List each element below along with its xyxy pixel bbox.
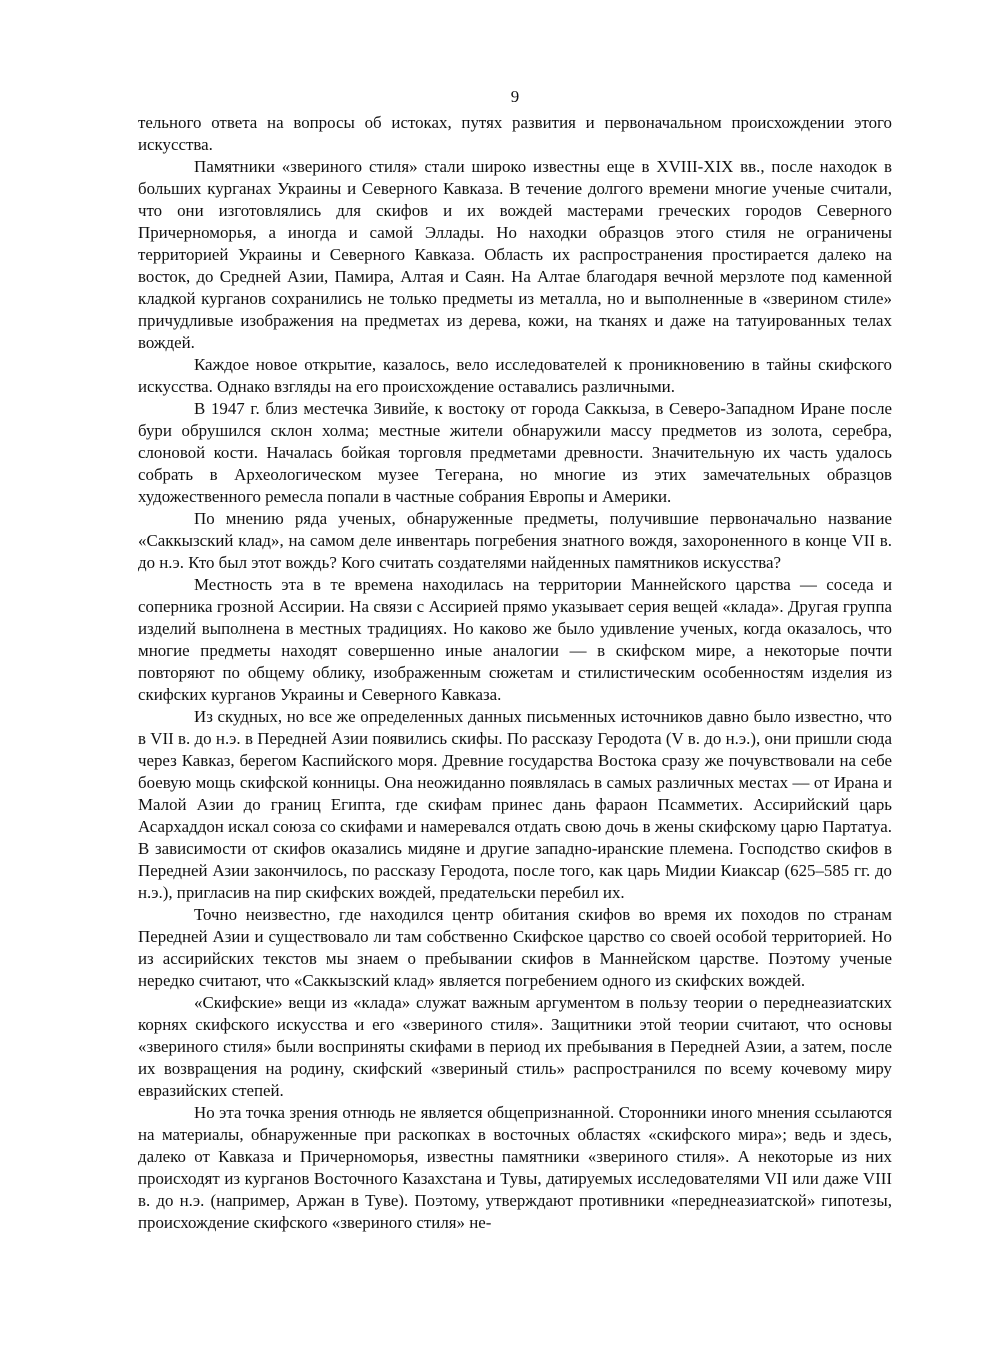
paragraph: «Скифские» вещи из «клада» служат важным аргументом в пользу теории о переднеазиатских корнях скифского искусства и его «звериного стиля». Защитники этой теории считают, что основы «звериного стиля» были восприняты скифами в период их пребывания в Передней Азии, а затем, после их возвращения на родину, скифский «звериный стиль» распространился по всему кочевому миру евразийских степей. bbox=[138, 993, 892, 1100]
document-page bbox=[138, 86, 892, 1234]
paragraph: Но эта точка зрения отнюдь не является общепризнанной. Сторонники иного мнения ссылаются на материалы, обнаруженные при раскопках в восточных областях «скифского мира»; ведь и здесь, далеко от Кавказа и Причерноморья, известны памятники «звериного стиля». А некоторые из них происходят из курганов Восточного Казахстана и Тувы, датируемых исследователями VII или даже VIII в. до н.э. (например, Аржан в Туве). Поэтому, утверждают противники «переднеазиатской» гипотезы, происхождение скифского «звериного стиля» не- bbox=[138, 1103, 892, 1232]
paragraph: Точно неизвестно, где находился центр обитания скифов во время их походов по странам Передней Азии и существовало ли там собственно Скифское царство со своей особой территорией. Но из ассирийских текстов мы знаем о пребывании скифов в Маннейском царстве. Поэтому ученые нередко считают, что «Саккызский клад» является погребением одного из скифских вождей. bbox=[138, 905, 892, 990]
paragraph-continuation: тельного ответа на вопросы об истоках, путях развития и первоначальном происхождении этого искусства. bbox=[138, 113, 892, 154]
paragraph: Памятники «звериного стиля» стали широко известны еще в XVIII-XIX вв., после находок в больших курганах Украины и Северного Кавказа. В течение долгого времени многие ученые считали, что они изготовлялись для скифов и их вождей мастерами греческих городов Северного Причерноморья, а иногда и самой Эллады. Но находки образцов этого стиля не ограничены территорией Украины и Северного Кавказа. Область их распространения простирается далеко на восток, до Средней Азии, Памира, Алтая и Саян. На Алтае благодаря вечной мерзлоте под каменной кладкой курганов сохранились не только предметы из металла, но и выполненные в «зверином стиле» причудливые изображения на предметах из дерева, кожи, на тканях и даже на татуированных телах вождей. bbox=[138, 157, 892, 352]
paragraph: По мнению ряда ученых, обнаруженные предметы, получившие первоначально название «Саккызский клад», на самом деле инвентарь погребения знатного вождя, захороненного в конце VII в. до н.э. Кто был этот вождь? Кого считать создателями найденных памятников искусства? bbox=[138, 509, 892, 572]
paragraph: В 1947 г. близ местечка Зивийе, к востоку от города Саккыза, в Северо-Западном Иране после бури обрушился склон холма; местные жители обнаружили массу предметов из золота, серебра, слоновой кости. Началась бойкая торговля предметами древности. Значительную их часть удалось собрать в Археологическом музее Тегерана, но многие из этих замечательных образцов художественного ремесла попали в частные собрания Европы и Америки. bbox=[138, 399, 892, 506]
page-number: 9 bbox=[510, 87, 520, 106]
paragraph: Местность эта в те времена находилась на территории Маннейского царства — соседа и соперника грозной Ассирии. На связи с Ассирией прямо указывает серия вещей «клада». Другая группа изделий выполнена в местных традициях. Но каково же было удивление ученых, когда оказалось, что многие предметы находят совершенно иные аналогии — в скифском мире, а некоторые почти повторяют по общему облику, изображенным сюжетам и стилистическим особенностям изделия из скифских курганов Украины и Северного Кавказа. bbox=[138, 575, 892, 704]
paragraph: Каждое новое открытие, казалось, вело исследователей к проникновению в тайны скифского искусства. Однако взгляды на его происхождение оставались различными. bbox=[138, 355, 892, 396]
paragraph: Из скудных, но все же определенных данных письменных источников давно было известно, что в VII в. до н.э. в Передней Азии появились скифы. По рассказу Геродота (V в. до н.э.), они пришли сюда через Кавказ, берегом Каспийского моря. Древние государства Востока сразу же почувствовали на себе боевую мощь скифской конницы. Она неожиданно появлялась в самых различных местах — от Ирана и Малой Азии до границ Египта, где скифам принес дань фараон Псамметих. Ассирийский царь Асархаддон искал союза со скифами и намеревался отдать свою дочь в жены скифскому царю Партатуа. В зависимости от скифов оказались мидяне и другие западно-иранские племена. Господство скифов в Передней Азии закончилось, по рассказу Геродота, после того, как царь Мидии Киаксар (625–585 гг. до н.э.), пригласив на пир скифских вождей, предательски перебил их. bbox=[138, 707, 892, 902]
